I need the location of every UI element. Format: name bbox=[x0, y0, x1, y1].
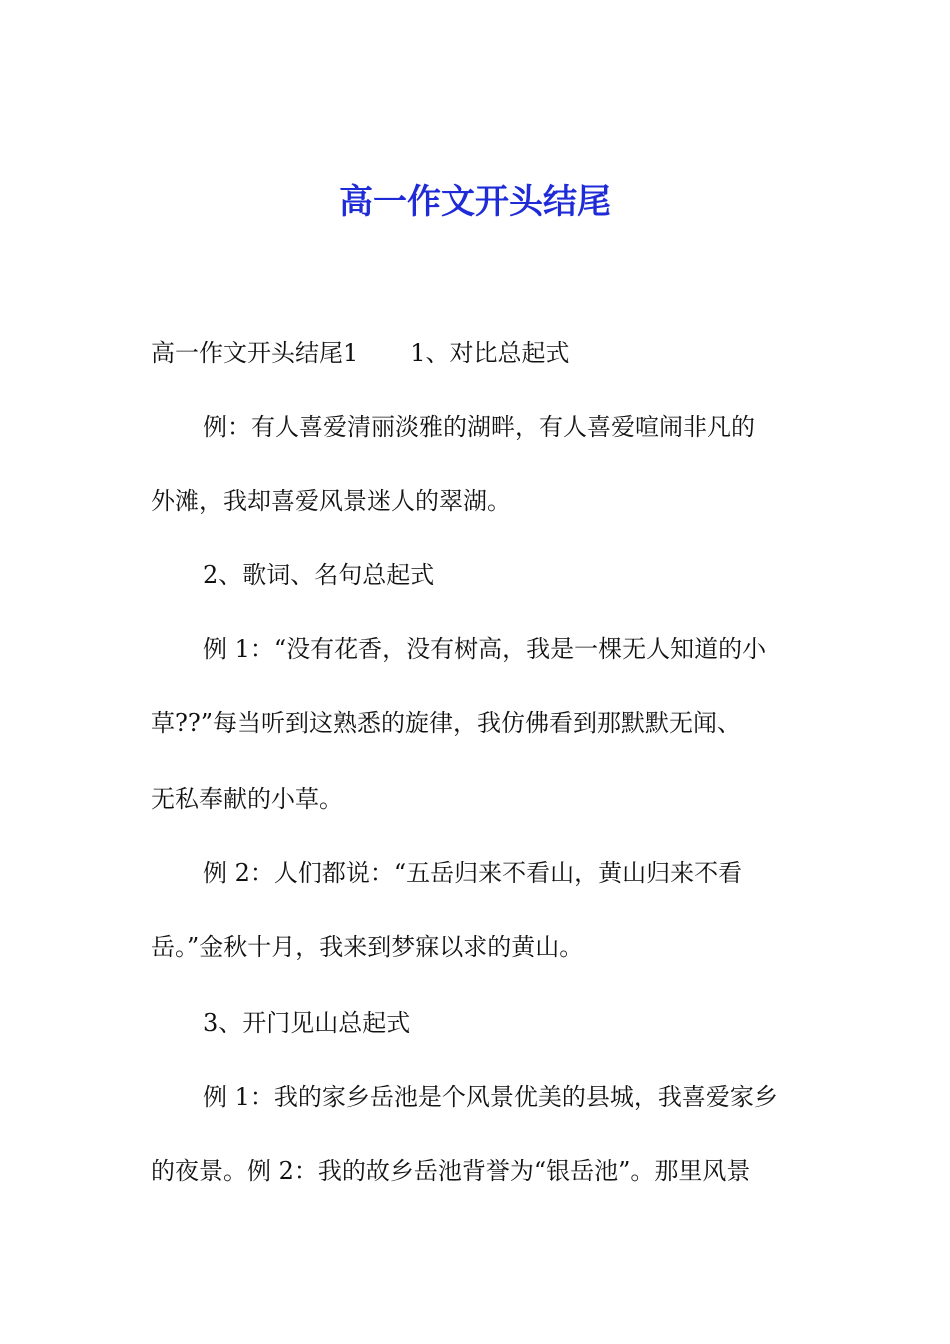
paragraph-line: 例 1：我的家乡岳池是个风景优美的县城，我喜爱家乡 bbox=[203, 1083, 778, 1111]
section-heading: 高一作文开头结尾1 bbox=[151, 339, 359, 367]
paragraph-line: 的夜景。例 2：我的故乡岳池背誉为“银岳池”。那里风景 bbox=[151, 1157, 751, 1185]
paragraph-line: 草??”每当听到这熟悉的旋律，我仿佛看到那默默无闻、 bbox=[151, 709, 742, 737]
document-title: 高一作文开头结尾 bbox=[339, 182, 611, 222]
paragraph-line: 2、歌词、名句总起式 bbox=[203, 561, 435, 589]
paragraph-line: 岳。”金秋十月，我来到梦寐以求的黄山。 bbox=[151, 933, 584, 961]
paragraph-line bbox=[151, 336, 811, 370]
paragraph-line: 外滩，我却喜爱风景迷人的翠湖。 bbox=[151, 487, 511, 515]
paragraph-line: 3、开门见山总起式 bbox=[203, 1009, 411, 1037]
paragraph-line: 例：有人喜爱清丽淡雅的湖畔，有人喜爱喧闹非凡的 bbox=[203, 413, 755, 441]
paragraph-line: 无私奉献的小草。 bbox=[151, 785, 343, 813]
paragraph-line: 例 1：“没有花香，没有树高，我是一棵无人知道的小 bbox=[203, 635, 767, 663]
paragraph-line: 例 2：人们都说：“五岳归来不看山，黄山归来不看 bbox=[203, 859, 743, 887]
section-subheading: 1、对比总起式 bbox=[410, 339, 570, 367]
